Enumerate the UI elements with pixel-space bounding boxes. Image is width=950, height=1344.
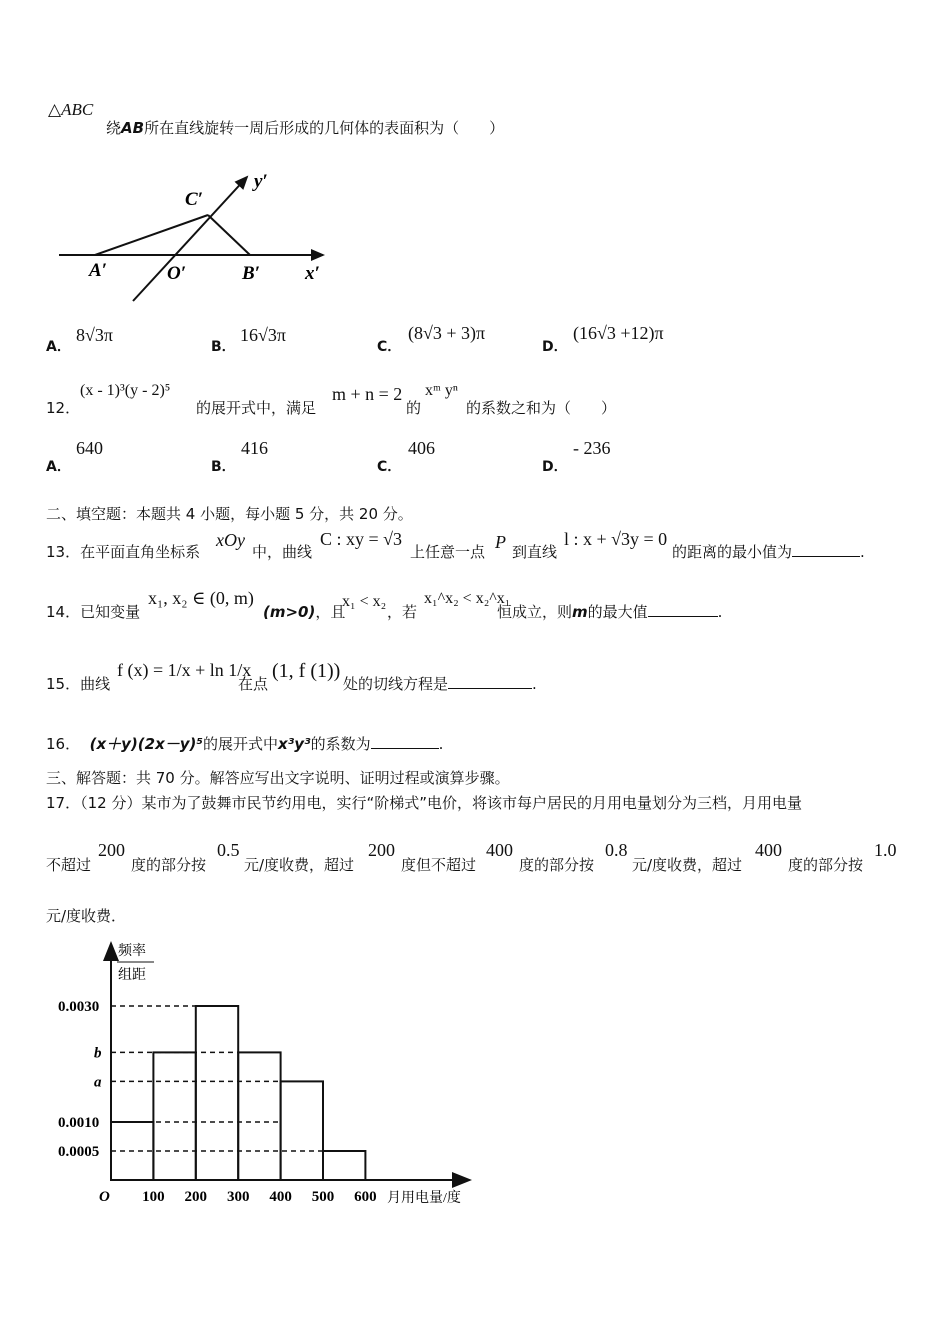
q15-text2: 在点 — [238, 675, 269, 693]
histogram-bar-2 — [153, 1052, 195, 1180]
q11-option-b-letter[interactable]: B． — [211, 339, 236, 355]
q14-line: 14．已知变量 — [46, 603, 141, 621]
q13-line-eq: l : x + √3y = 0 — [564, 529, 668, 549]
q11-option-d-value: (16√3 +12)π — [573, 323, 664, 343]
q14-answer-blank[interactable] — [648, 604, 718, 617]
triangle-label: △ABC — [48, 100, 94, 119]
x-tick-label-200: 200 — [184, 1189, 208, 1205]
label-a: A′ — [89, 260, 108, 281]
q12-option-a-value: 640 — [76, 438, 103, 458]
q16-answer-blank[interactable] — [371, 736, 439, 749]
x-axis-label: 月用电量/度 — [387, 1191, 461, 1206]
q16-line: 16． (x＋y)(2x－y)⁵的展开式中x³y³的系数为 . — [46, 735, 444, 753]
y-tick-label-2: a — [94, 1074, 102, 1091]
label-x: x′ — [305, 263, 320, 284]
origin-label: O — [99, 1189, 110, 1205]
q12-option-b-letter[interactable]: B． — [211, 459, 236, 475]
q17-line1: 17．（12 分）某市为了鼓舞市民节约用电，实行“阶梯式”电价，将该市每户居民的月用电量划分为三档，月用电量 — [46, 794, 802, 812]
q17-p5: 度的部分按 — [519, 856, 595, 874]
q17-v10: 1.0 — [874, 840, 897, 860]
x-tick-label-300: 300 — [226, 1189, 250, 1205]
section2-heading: 二、填空题：本题共 4 小题，每小题 5 分，共 20 分。 — [46, 505, 413, 523]
q13-text3: 上任意一点 — [410, 543, 486, 561]
y-axis-label-top: 频率 — [118, 944, 146, 959]
q13-curve: C : xy = √3 — [320, 529, 403, 549]
x-tick-label-600: 600 — [354, 1189, 377, 1205]
label-c: C′ — [185, 189, 204, 210]
q12-option-d-letter[interactable]: D． — [542, 459, 568, 475]
q17-p2: 度的部分按 — [131, 856, 207, 874]
side-ac — [95, 215, 208, 255]
histogram-bar-4 — [238, 1052, 280, 1180]
q13-text2: 中，曲线 — [252, 543, 313, 561]
q14-vars: x₁, x₂ ∈ (0, m) — [148, 588, 254, 608]
q17-p6: 元/度收费，超过 — [632, 856, 743, 874]
q17-line3: 元/度收费． — [46, 907, 127, 925]
q11-option-c-letter[interactable]: C． — [377, 339, 402, 355]
q15-point: (1, f (1)) — [272, 660, 341, 682]
histogram-chart — [50, 935, 490, 1210]
q12-text2: 的 — [406, 399, 422, 417]
q17-p7: 度的部分按 — [788, 856, 864, 874]
q11-option-c-value: (8√3 + 3)π — [408, 323, 486, 343]
q12-option-c-value: 406 — [408, 438, 435, 458]
q14-ineq1: x₁ < x₂ — [342, 593, 387, 610]
y-tick-label-1: b — [94, 1045, 102, 1062]
y-axis-label-bottom: 组距 — [118, 968, 146, 983]
x-tick-label-100: 100 — [142, 1189, 165, 1205]
q12-option-c-letter[interactable]: C． — [377, 459, 402, 475]
x-tick-label-500: 500 — [311, 1189, 335, 1205]
histogram-bar-3 — [196, 1006, 238, 1180]
histogram-bar-5 — [281, 1081, 323, 1180]
q13-line: 13．在平面直角坐标系 — [46, 543, 201, 561]
q14-text3: ，若 — [387, 603, 418, 621]
q12-text1: 的展开式中，满足 — [196, 399, 317, 417]
q17-v200a: 200 — [98, 840, 125, 860]
q15-line: 15．曲线 — [46, 675, 111, 693]
q17-p1: 不超过 — [46, 856, 92, 874]
q12-option-d-value: - 236 — [573, 438, 611, 458]
q14-cond: (m>0)，且 — [263, 603, 346, 621]
q11-stem: 绕AB所在直线旋转一周后形成的几何体的表面积为（ ） — [106, 119, 505, 137]
q13-system: xOy — [216, 530, 245, 550]
q11-option-a-value: 8√3π — [76, 325, 113, 345]
y-tick-label-0: 0.0030 — [58, 999, 100, 1015]
q15-function: f (x) = 1/x + ln 1/x — [117, 660, 252, 680]
q11-option-a-letter[interactable]: A． — [46, 339, 71, 355]
histogram-bar-6 — [323, 1151, 365, 1180]
q17-v400b: 400 — [755, 840, 782, 860]
q17-p3: 元/度收费，超过 — [244, 856, 355, 874]
q11-option-b-value: 16√3π — [240, 325, 286, 345]
q17-v200b: 200 — [368, 840, 395, 860]
q15-answer-blank[interactable] — [448, 676, 532, 689]
x-tick-label-400: 400 — [269, 1189, 292, 1205]
section3-heading: 三、解答题：共 70 分。解答应写出文字说明、证明过程或演算步骤。 — [46, 769, 510, 787]
q12-number: 12． — [46, 399, 81, 417]
oblique-figure — [55, 165, 345, 310]
q13-text5: 的距离的最小值为 . — [672, 543, 865, 561]
q14-text4: 恒成立，则m的最大值 . — [497, 603, 723, 621]
q13-text4: 到直线 — [512, 543, 558, 561]
q17-p4: 度但不超过 — [401, 856, 477, 874]
q11-option-d-letter[interactable]: D． — [542, 339, 568, 355]
q12-text3: 的系数之和为（ ） — [466, 399, 617, 417]
label-o: O′ — [167, 263, 187, 284]
q12-condition: m + n = 2 — [332, 384, 403, 404]
q17-v08: 0.8 — [605, 840, 628, 860]
q13-answer-blank[interactable] — [792, 544, 860, 557]
q13-point: P — [495, 532, 506, 552]
q17-v400a: 400 — [486, 840, 513, 860]
q12-expression: (x - 1)³(y - 2)⁵ — [80, 382, 171, 399]
y-tick-label-4: 0.0005 — [58, 1144, 100, 1160]
y-tick-label-3: 0.0010 — [58, 1115, 100, 1131]
label-y: y′ — [254, 171, 268, 192]
side-cb — [208, 215, 250, 255]
q14-ineq2: x₁^x₂ < x₂^x₁ — [424, 590, 511, 607]
q12-option-b-value: 416 — [241, 438, 268, 458]
label-b: B′ — [242, 263, 261, 284]
q12-option-a-letter[interactable]: A． — [46, 459, 71, 475]
q17-v05: 0.5 — [217, 840, 240, 860]
q15-text3: 处的切线方程是 . — [343, 675, 537, 693]
q12-term: xᵐ yⁿ — [425, 382, 458, 399]
